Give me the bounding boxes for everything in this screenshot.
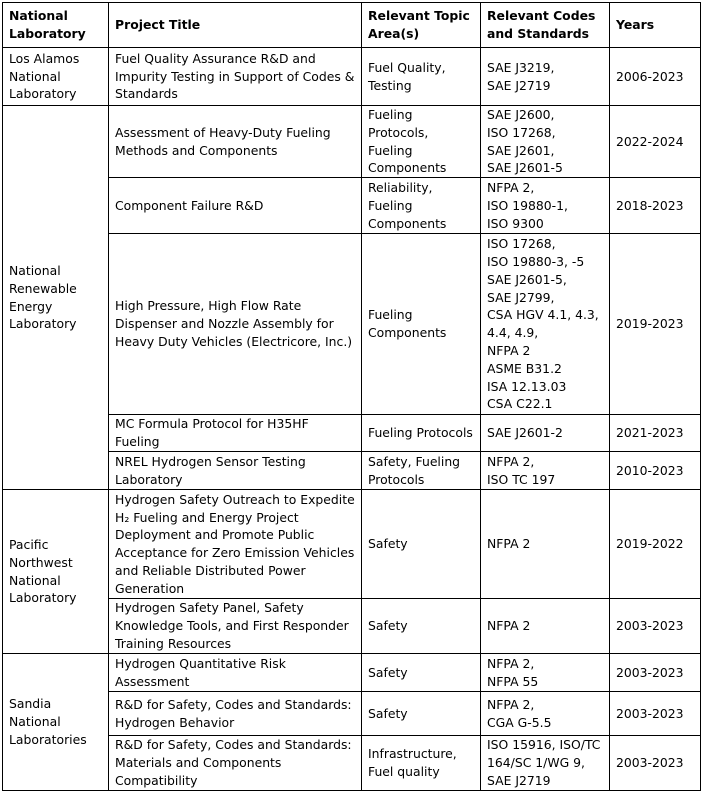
topic-cell: Fueling Protocols xyxy=(362,415,481,452)
topic-cell: Safety, Fueling Protocols xyxy=(362,452,481,490)
codes-cell: NFPA 2, CGA G-5.5 xyxy=(481,692,610,736)
header-project-title: Project Title xyxy=(109,3,362,48)
codes-cell: NFPA 2 xyxy=(481,490,610,599)
years-cell: 2003-2023 xyxy=(610,654,701,692)
header-years: Years xyxy=(610,3,701,48)
years-cell: 2018-2023 xyxy=(610,178,701,234)
project-title-cell: R&D for Safety, Codes and Standards: Materials and Components Compatibility xyxy=(109,736,362,791)
topic-cell: Fueling Components xyxy=(362,234,481,415)
table-row xyxy=(3,654,701,692)
project-title-cell: Component Failure R&D xyxy=(109,178,362,234)
header-relevant-codes-standards: Relevant Codes and Standards xyxy=(481,3,610,48)
topic-cell: Safety xyxy=(362,654,481,692)
header-national-laboratory: National Laboratory xyxy=(3,3,109,48)
topic-cell: Fueling Protocols, Fueling Components xyxy=(362,106,481,178)
codes-cell: NFPA 2 xyxy=(481,599,610,654)
years-cell: 2010-2023 xyxy=(610,452,701,490)
table-header xyxy=(3,3,701,48)
project-title-cell: MC Formula Protocol for H35HF Fueling xyxy=(109,415,362,452)
years-cell: 2022-2024 xyxy=(610,106,701,178)
lab-cell: National Renewable Energy Laboratory xyxy=(3,106,109,490)
lab-cell: Pacific Northwest National Laboratory xyxy=(3,490,109,654)
years-cell: 2003-2023 xyxy=(610,736,701,791)
topic-cell: Infrastructure, Fuel quality xyxy=(362,736,481,791)
topic-cell: Safety xyxy=(362,692,481,736)
years-cell: 2006-2023 xyxy=(610,48,701,106)
years-cell: 2019-2023 xyxy=(610,234,701,415)
codes-cell: NFPA 2, NFPA 55 xyxy=(481,654,610,692)
lab-cell: Sandia National Laboratories xyxy=(3,654,109,791)
table-body xyxy=(3,48,701,791)
topic-cell: Safety xyxy=(362,599,481,654)
topic-cell: Reliability, Fueling Components xyxy=(362,178,481,234)
codes-cell: ISO 17268, ISO 19880-3, -5 SAE J2601-5, SAE J2799, CSA HGV 4.1, 4.3, 4.4, 4.9, NFPA 2 ASME B31.2 ISA 12.13.03 CSA C22.1 xyxy=(481,234,610,415)
lab-cell: Los Alamos National Laboratory xyxy=(3,48,109,106)
codes-cell: NFPA 2, ISO 19880-1, ISO 9300 xyxy=(481,178,610,234)
codes-cell: ISO 15916, ISO/TC 164/SC 1/WG 9, SAE J2719 xyxy=(481,736,610,791)
header-row xyxy=(3,3,701,48)
table-row xyxy=(3,106,701,178)
project-title-cell: Fuel Quality Assurance R&D and Impurity Testing in Support of Codes & Standards xyxy=(109,48,362,106)
project-title-cell: R&D for Safety, Codes and Standards: Hydrogen Behavior xyxy=(109,692,362,736)
years-cell: 2021-2023 xyxy=(610,415,701,452)
projects-table xyxy=(2,2,701,791)
years-cell: 2003-2023 xyxy=(610,692,701,736)
codes-cell: NFPA 2, ISO TC 197 xyxy=(481,452,610,490)
project-title-cell: Hydrogen Quantitative Risk Assessment xyxy=(109,654,362,692)
table-row xyxy=(3,490,701,599)
years-cell: 2019-2022 xyxy=(610,490,701,599)
project-title-cell: Hydrogen Safety Panel, Safety Knowledge Tools, and First Responder Training Resources xyxy=(109,599,362,654)
project-title-cell: Assessment of Heavy-Duty Fueling Methods and Components xyxy=(109,106,362,178)
project-title-cell: NREL Hydrogen Sensor Testing Laboratory xyxy=(109,452,362,490)
header-relevant-topic-areas: Relevant Topic Area(s) xyxy=(362,3,481,48)
topic-cell: Safety xyxy=(362,490,481,599)
topic-cell: Fuel Quality, Testing xyxy=(362,48,481,106)
table-row xyxy=(3,48,701,106)
years-cell: 2003-2023 xyxy=(610,599,701,654)
codes-cell: SAE J3219, SAE J2719 xyxy=(481,48,610,106)
codes-cell: SAE J2600, ISO 17268, SAE J2601, SAE J2601-5 xyxy=(481,106,610,178)
codes-cell: SAE J2601-2 xyxy=(481,415,610,452)
project-title-cell: Hydrogen Safety Outreach to Expedite H₂ Fueling and Energy Project Deployment and Promote Public Acceptance for Zero Emission Vehicles and Reliable Distributed Power Generation xyxy=(109,490,362,599)
project-title-cell: High Pressure, High Flow Rate Dispenser and Nozzle Assembly for Heavy Duty Vehicles (Electricore, Inc.) xyxy=(109,234,362,415)
